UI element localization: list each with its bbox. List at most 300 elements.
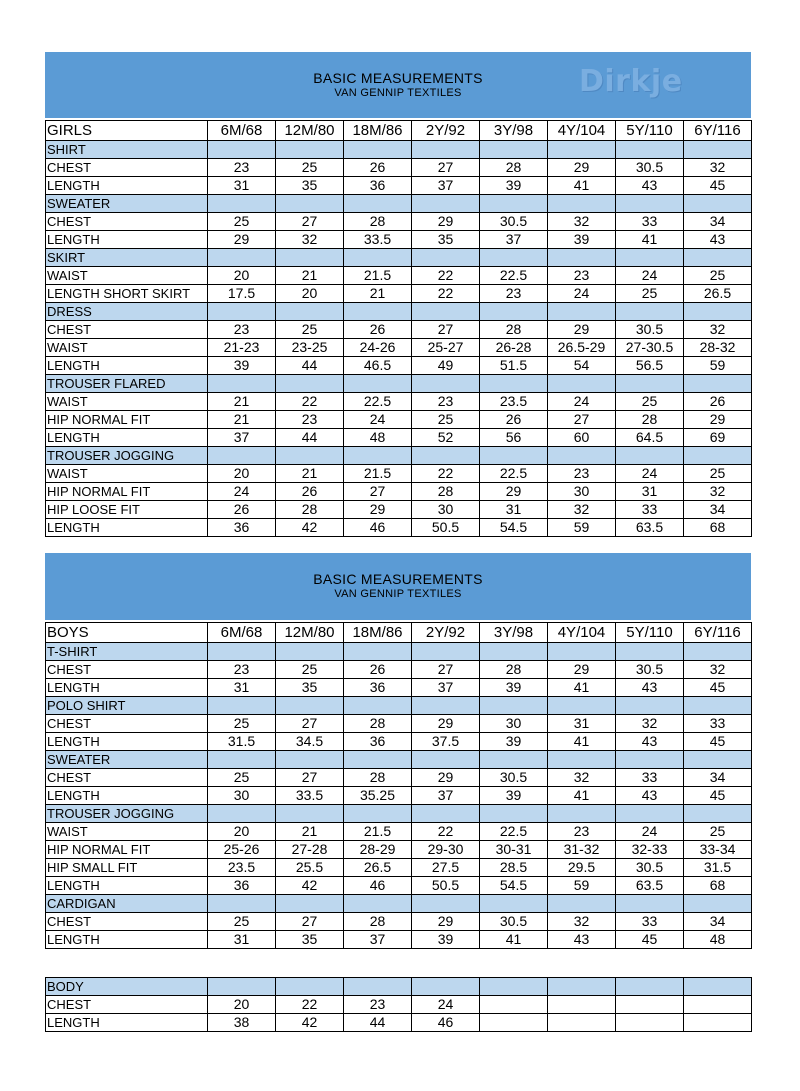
measurement-label: LENGTH xyxy=(46,357,208,375)
value-cell xyxy=(276,447,344,465)
value-cell: 45 xyxy=(616,931,684,949)
value-cell: 30 xyxy=(208,787,276,805)
measurement-label: LENGTH xyxy=(46,231,208,249)
value-cell: 23 xyxy=(412,393,480,411)
category-row xyxy=(46,141,752,159)
measurement-row xyxy=(46,321,752,339)
value-cell: 32 xyxy=(684,321,752,339)
value-cell xyxy=(208,978,276,996)
value-cell xyxy=(344,978,412,996)
value-cell: 27 xyxy=(276,213,344,231)
category-row xyxy=(46,249,752,267)
value-cell: 22 xyxy=(412,267,480,285)
value-cell: 59 xyxy=(548,519,616,537)
value-cell xyxy=(412,249,480,267)
value-cell: 59 xyxy=(548,877,616,895)
measurement-label: CHEST xyxy=(46,913,208,931)
measurement-row xyxy=(46,769,752,787)
value-cell: 31-32 xyxy=(548,841,616,859)
value-cell: 41 xyxy=(548,177,616,195)
value-cell xyxy=(616,303,684,321)
value-cell: 42 xyxy=(276,877,344,895)
value-cell: 22.5 xyxy=(480,267,548,285)
boys-header-row xyxy=(46,623,752,643)
category-row xyxy=(46,303,752,321)
value-cell: 29 xyxy=(412,213,480,231)
value-cell: 26 xyxy=(276,483,344,501)
category-row xyxy=(46,375,752,393)
value-cell xyxy=(548,375,616,393)
value-cell: 31 xyxy=(208,931,276,949)
value-cell: 37 xyxy=(344,931,412,949)
value-cell: 29 xyxy=(548,321,616,339)
value-cell: 24 xyxy=(616,267,684,285)
value-cell xyxy=(684,195,752,213)
value-cell: 26.5-29 xyxy=(548,339,616,357)
value-cell xyxy=(208,697,276,715)
value-cell: 37 xyxy=(412,787,480,805)
measurement-row xyxy=(46,841,752,859)
measurement-row xyxy=(46,285,752,303)
value-cell: 32 xyxy=(548,501,616,519)
value-cell: 24 xyxy=(412,996,480,1014)
value-cell: 68 xyxy=(684,519,752,537)
value-cell: 27-28 xyxy=(276,841,344,859)
value-cell xyxy=(344,195,412,213)
value-cell: 25 xyxy=(684,823,752,841)
value-cell: 28 xyxy=(344,769,412,787)
category-label: TROUSER JOGGING xyxy=(46,805,208,823)
value-cell: 31 xyxy=(208,679,276,697)
value-cell: 20 xyxy=(208,823,276,841)
value-cell: 34 xyxy=(684,501,752,519)
value-cell: 39 xyxy=(548,231,616,249)
value-cell: 48 xyxy=(344,429,412,447)
measurement-row xyxy=(46,357,752,375)
value-cell: 22 xyxy=(276,996,344,1014)
value-cell: 44 xyxy=(344,1014,412,1032)
value-cell xyxy=(548,1014,616,1032)
value-cell: 28-32 xyxy=(684,339,752,357)
category-label: POLO SHIRT xyxy=(46,697,208,715)
value-cell: 25 xyxy=(684,465,752,483)
value-cell: 25-27 xyxy=(412,339,480,357)
category-label: TROUSER JOGGING xyxy=(46,447,208,465)
value-cell: 27 xyxy=(412,661,480,679)
value-cell: 29 xyxy=(208,231,276,249)
value-cell: 49 xyxy=(412,357,480,375)
value-cell: 23 xyxy=(208,321,276,339)
value-cell: 25 xyxy=(208,913,276,931)
value-cell: 32 xyxy=(548,213,616,231)
value-cell: 32 xyxy=(684,159,752,177)
measurement-row xyxy=(46,913,752,931)
measurement-row xyxy=(46,267,752,285)
category-label: SWEATER xyxy=(46,751,208,769)
measurement-row xyxy=(46,519,752,537)
value-cell: 27 xyxy=(344,483,412,501)
value-cell: 27 xyxy=(276,913,344,931)
value-cell: 56 xyxy=(480,429,548,447)
measurement-row xyxy=(46,823,752,841)
body-size-table xyxy=(45,977,752,1032)
value-cell xyxy=(616,978,684,996)
value-cell: 38 xyxy=(208,1014,276,1032)
value-cell: 21 xyxy=(276,267,344,285)
boys-header-banner xyxy=(45,553,751,620)
measurement-label: CHEST xyxy=(46,996,208,1014)
value-cell: 34 xyxy=(684,913,752,931)
value-cell: 42 xyxy=(276,519,344,537)
value-cell: 25 xyxy=(276,159,344,177)
value-cell xyxy=(684,249,752,267)
value-cell: 35 xyxy=(412,231,480,249)
value-cell: 27.5 xyxy=(412,859,480,877)
value-cell: 69 xyxy=(684,429,752,447)
value-cell: 28 xyxy=(344,213,412,231)
value-cell xyxy=(548,895,616,913)
value-cell xyxy=(276,895,344,913)
value-cell xyxy=(276,375,344,393)
measurement-label: LENGTH xyxy=(46,519,208,537)
size-header-cell: 18M/86 xyxy=(344,121,412,141)
value-cell: 35 xyxy=(276,931,344,949)
size-header-cell: 5Y/110 xyxy=(616,121,684,141)
category-label: SWEATER xyxy=(46,195,208,213)
value-cell: 54.5 xyxy=(480,877,548,895)
value-cell: 20 xyxy=(208,996,276,1014)
category-label: SKIRT xyxy=(46,249,208,267)
measurement-row xyxy=(46,733,752,751)
measurement-row xyxy=(46,159,752,177)
value-cell: 54.5 xyxy=(480,519,548,537)
value-cell xyxy=(548,303,616,321)
value-cell xyxy=(412,195,480,213)
value-cell: 29 xyxy=(412,913,480,931)
value-cell xyxy=(344,751,412,769)
value-cell: 37 xyxy=(208,429,276,447)
measurement-row xyxy=(46,996,752,1014)
value-cell: 25 xyxy=(208,715,276,733)
measurement-label: HIP NORMAL FIT xyxy=(46,411,208,429)
value-cell: 30.5 xyxy=(616,859,684,877)
value-cell: 54 xyxy=(548,357,616,375)
value-cell xyxy=(548,805,616,823)
value-cell: 30.5 xyxy=(616,159,684,177)
value-cell: 35.25 xyxy=(344,787,412,805)
value-cell: 29-30 xyxy=(412,841,480,859)
value-cell: 20 xyxy=(208,267,276,285)
value-cell xyxy=(616,895,684,913)
measurement-row xyxy=(46,859,752,877)
value-cell: 29 xyxy=(480,483,548,501)
value-cell xyxy=(412,447,480,465)
measurement-label: LENGTH xyxy=(46,429,208,447)
value-cell xyxy=(616,375,684,393)
value-cell: 36 xyxy=(208,877,276,895)
value-cell: 28 xyxy=(480,661,548,679)
value-cell: 32 xyxy=(684,483,752,501)
value-cell: 23 xyxy=(276,411,344,429)
value-cell: 59 xyxy=(684,357,752,375)
value-cell: 34 xyxy=(684,769,752,787)
value-cell xyxy=(344,249,412,267)
size-header-cell: 2Y/92 xyxy=(412,623,480,643)
size-header-cell: 12M/80 xyxy=(276,121,344,141)
value-cell: 33 xyxy=(616,913,684,931)
value-cell: 25 xyxy=(208,213,276,231)
value-cell: 33 xyxy=(684,715,752,733)
value-cell: 43 xyxy=(684,231,752,249)
value-cell: 37 xyxy=(412,177,480,195)
value-cell: 24 xyxy=(616,823,684,841)
value-cell: 56.5 xyxy=(616,357,684,375)
value-cell xyxy=(412,375,480,393)
value-cell: 26 xyxy=(208,501,276,519)
value-cell: 39 xyxy=(208,357,276,375)
value-cell: 25 xyxy=(276,321,344,339)
value-cell: 35 xyxy=(276,679,344,697)
value-cell: 45 xyxy=(684,177,752,195)
value-cell: 30.5 xyxy=(480,769,548,787)
value-cell: 21 xyxy=(276,465,344,483)
value-cell xyxy=(208,643,276,661)
value-cell xyxy=(208,895,276,913)
value-cell: 25.5 xyxy=(276,859,344,877)
value-cell: 41 xyxy=(548,733,616,751)
value-cell: 50.5 xyxy=(412,519,480,537)
value-cell: 39 xyxy=(480,679,548,697)
value-cell xyxy=(344,643,412,661)
value-cell: 39 xyxy=(412,931,480,949)
value-cell: 36 xyxy=(344,733,412,751)
value-cell: 37 xyxy=(412,679,480,697)
value-cell: 26 xyxy=(344,321,412,339)
category-label: TROUSER FLARED xyxy=(46,375,208,393)
value-cell xyxy=(616,751,684,769)
measurement-label: LENGTH xyxy=(46,1014,208,1032)
measurement-label: WAIST xyxy=(46,339,208,357)
value-cell: 45 xyxy=(684,679,752,697)
value-cell: 27 xyxy=(276,715,344,733)
value-cell: 63.5 xyxy=(616,519,684,537)
value-cell xyxy=(684,895,752,913)
value-cell: 45 xyxy=(684,787,752,805)
measurement-row xyxy=(46,465,752,483)
value-cell: 21.5 xyxy=(344,823,412,841)
value-cell: 30.5 xyxy=(616,661,684,679)
value-cell: 31 xyxy=(480,501,548,519)
measurement-row xyxy=(46,429,752,447)
category-label: T-SHIRT xyxy=(46,643,208,661)
category-row xyxy=(46,697,752,715)
value-cell: 26.5 xyxy=(344,859,412,877)
measurement-row xyxy=(46,715,752,733)
value-cell xyxy=(548,697,616,715)
value-cell xyxy=(480,996,548,1014)
value-cell: 27-30.5 xyxy=(616,339,684,357)
value-cell xyxy=(684,447,752,465)
value-cell: 39 xyxy=(480,787,548,805)
value-cell: 46.5 xyxy=(344,357,412,375)
value-cell: 39 xyxy=(480,177,548,195)
value-cell: 28-29 xyxy=(344,841,412,859)
value-cell: 22 xyxy=(412,465,480,483)
value-cell xyxy=(548,751,616,769)
value-cell xyxy=(616,1014,684,1032)
value-cell: 31 xyxy=(548,715,616,733)
value-cell: 26 xyxy=(344,159,412,177)
value-cell: 24 xyxy=(344,411,412,429)
value-cell xyxy=(616,643,684,661)
value-cell xyxy=(412,303,480,321)
measurement-row xyxy=(46,393,752,411)
measurement-label: WAIST xyxy=(46,267,208,285)
value-cell: 30.5 xyxy=(616,321,684,339)
value-cell: 21.5 xyxy=(344,465,412,483)
value-cell xyxy=(480,895,548,913)
value-cell: 46 xyxy=(344,519,412,537)
size-header-cell: 6M/68 xyxy=(208,121,276,141)
value-cell: 41 xyxy=(548,679,616,697)
value-cell: 21-23 xyxy=(208,339,276,357)
value-cell xyxy=(684,303,752,321)
measurement-label: HIP LOOSE FIT xyxy=(46,501,208,519)
value-cell: 33.5 xyxy=(344,231,412,249)
value-cell: 33 xyxy=(616,213,684,231)
value-cell xyxy=(480,751,548,769)
value-cell: 21 xyxy=(208,393,276,411)
value-cell: 34.5 xyxy=(276,733,344,751)
value-cell: 27 xyxy=(412,321,480,339)
size-header-cell: 12M/80 xyxy=(276,623,344,643)
value-cell: 44 xyxy=(276,357,344,375)
value-cell xyxy=(276,805,344,823)
value-cell xyxy=(684,751,752,769)
value-cell: 22 xyxy=(412,285,480,303)
value-cell: 37.5 xyxy=(412,733,480,751)
value-cell: 64.5 xyxy=(616,429,684,447)
value-cell xyxy=(344,895,412,913)
measurement-row xyxy=(46,931,752,949)
boys-title: BASIC MEASUREMENTS xyxy=(313,571,483,587)
value-cell: 28 xyxy=(616,411,684,429)
value-cell: 23 xyxy=(548,465,616,483)
value-cell: 28 xyxy=(344,715,412,733)
value-cell xyxy=(684,375,752,393)
size-header-cell: 6Y/116 xyxy=(684,623,752,643)
girls-size-table xyxy=(45,120,752,537)
value-cell: 17.5 xyxy=(208,285,276,303)
value-cell xyxy=(344,141,412,159)
value-cell: 23 xyxy=(208,159,276,177)
value-cell: 44 xyxy=(276,429,344,447)
value-cell xyxy=(616,249,684,267)
value-cell xyxy=(412,978,480,996)
value-cell xyxy=(412,751,480,769)
value-cell: 22.5 xyxy=(480,465,548,483)
value-cell xyxy=(616,697,684,715)
value-cell: 22 xyxy=(276,393,344,411)
value-cell xyxy=(616,805,684,823)
value-cell: 31 xyxy=(208,177,276,195)
measurement-row xyxy=(46,213,752,231)
value-cell xyxy=(480,1014,548,1032)
size-header-cell: 6M/68 xyxy=(208,623,276,643)
category-label: SHIRT xyxy=(46,141,208,159)
value-cell xyxy=(276,643,344,661)
value-cell: 26 xyxy=(684,393,752,411)
size-header-cell: 2Y/92 xyxy=(412,121,480,141)
value-cell: 23 xyxy=(548,267,616,285)
value-cell: 29 xyxy=(548,661,616,679)
value-cell: 25 xyxy=(684,267,752,285)
value-cell: 28 xyxy=(276,501,344,519)
value-cell: 28 xyxy=(480,321,548,339)
value-cell: 41 xyxy=(548,787,616,805)
value-cell xyxy=(684,697,752,715)
value-cell: 21 xyxy=(276,823,344,841)
value-cell xyxy=(616,447,684,465)
value-cell: 23.5 xyxy=(480,393,548,411)
value-cell: 42 xyxy=(276,1014,344,1032)
value-cell xyxy=(344,447,412,465)
value-cell xyxy=(276,195,344,213)
value-cell: 43 xyxy=(616,177,684,195)
value-cell: 23 xyxy=(480,285,548,303)
value-cell xyxy=(480,249,548,267)
value-cell: 30 xyxy=(412,501,480,519)
value-cell: 27 xyxy=(276,769,344,787)
value-cell: 28 xyxy=(344,913,412,931)
value-cell: 60 xyxy=(548,429,616,447)
value-cell: 26-28 xyxy=(480,339,548,357)
value-cell xyxy=(480,303,548,321)
size-header-cell: 4Y/104 xyxy=(548,121,616,141)
value-cell xyxy=(480,805,548,823)
value-cell xyxy=(616,195,684,213)
value-cell: 26 xyxy=(344,661,412,679)
measurement-label: HIP SMALL FIT xyxy=(46,859,208,877)
value-cell: 30-31 xyxy=(480,841,548,859)
measurement-label: CHEST xyxy=(46,715,208,733)
category-row xyxy=(46,751,752,769)
measurement-row xyxy=(46,661,752,679)
category-label: BODY xyxy=(46,978,208,996)
value-cell: 52 xyxy=(412,429,480,447)
value-cell: 23 xyxy=(208,661,276,679)
category-row xyxy=(46,195,752,213)
girls-header-row xyxy=(46,121,752,141)
value-cell xyxy=(684,978,752,996)
measurement-label: CHEST xyxy=(46,769,208,787)
boys-size-table xyxy=(45,622,752,949)
value-cell: 22 xyxy=(412,823,480,841)
value-cell xyxy=(344,805,412,823)
measurement-label: LENGTH xyxy=(46,787,208,805)
category-row xyxy=(46,978,752,996)
measurement-row xyxy=(46,231,752,249)
measurement-label: CHEST xyxy=(46,213,208,231)
measurement-label: LENGTH xyxy=(46,679,208,697)
value-cell: 48 xyxy=(684,931,752,949)
value-cell: 36 xyxy=(344,679,412,697)
value-cell: 32 xyxy=(684,661,752,679)
value-cell xyxy=(548,643,616,661)
measurement-row xyxy=(46,339,752,357)
value-cell: 27 xyxy=(548,411,616,429)
value-cell: 28 xyxy=(480,159,548,177)
